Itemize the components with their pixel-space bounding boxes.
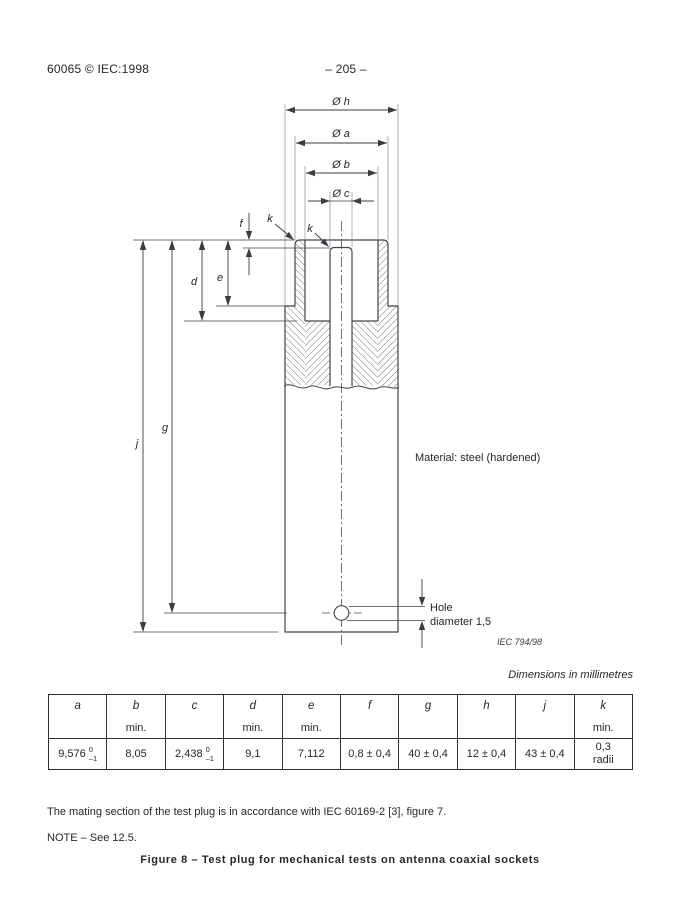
dim-label-d: d [190,276,198,288]
figure-caption: Figure 8 – Test plug for mechanical tests on antenna coaxial sockets [140,854,540,866]
col-letter: g [424,700,432,712]
hole-note-line1: Hole [430,602,453,614]
col-header-h [457,695,515,739]
col-value-j: 43 ± 0,4 [516,739,574,770]
col-qualifier [193,722,196,734]
col-header-f [340,695,398,739]
col-qualifier: min. [242,722,264,734]
col-value-g: 40 ± 0,4 [399,739,457,770]
dim-label-dia-h: Ø h [332,96,350,108]
dim-label-e: e [216,272,224,284]
col-value-f: 0,8 ± 0,4 [340,739,398,770]
dim-label-f: f [239,218,243,230]
col-letter: e [308,700,315,712]
col-qualifier: min. [592,722,614,734]
hole-note-line2: diameter 1,5 [430,616,492,628]
dim-label-j: j [135,438,139,450]
plate-reference: IEC 794/98 [497,637,543,647]
col-qualifier [543,722,546,734]
col-letter: f [368,700,372,712]
dimension-table [48,694,633,770]
col-letter: h [483,700,490,712]
dim-label-dia-a: Ø a [332,128,350,140]
col-letter: b [132,700,140,712]
dim-label-g: g [161,422,169,434]
dim-label-dia-c: Ø c [332,188,350,200]
dimensions-unit-note: Dimensions in millimetres [508,669,633,681]
dim-label-k2: k [307,223,313,235]
material-note: Material: steel (hardened) [415,452,541,464]
col-value-b: 8,05 [107,739,165,770]
see-note: NOTE – See 12.5. [47,832,137,844]
tolerance-stack: 0 –1 [205,745,214,763]
col-letter: d [249,700,257,712]
col-header-b [107,695,165,739]
col-qualifier [427,722,430,734]
col-qualifier: min. [300,722,322,734]
col-qualifier [368,722,371,734]
col-value-k: 0,3 radii [574,739,632,770]
col-value-e: 7,112 [282,739,340,770]
col-qualifier [485,722,488,734]
dim-label-k1: k [267,213,273,225]
tolerance-stack: 0 –1 [88,745,98,763]
col-value-h: 12 ± 0,4 [457,739,515,770]
center-axis-line [322,221,362,646]
col-value-a: 9,576 0 –1 [49,739,107,770]
mating-section-note: The mating section of the test plug is in accordance with IEC 60169-2 [3], figure 7. [47,806,447,818]
col-header-k [574,695,632,739]
col-header-j [516,695,574,739]
center-pin-outline [330,248,352,387]
dimension-table-value-row [49,739,633,770]
col-header-g [399,695,457,739]
document-reference: 60065 © IEC:1998 [47,62,150,76]
col-letter: a [74,700,81,712]
dim-label-dia-b: Ø b [332,159,350,171]
col-letter: k [600,700,607,712]
fixing-hole [334,606,349,621]
col-header-d [224,695,282,739]
col-letter: c [191,700,198,712]
col-value-c: 2,438 0 –1 [165,739,223,770]
col-qualifier [76,722,79,734]
col-letter: j [543,700,547,712]
col-header-a [49,695,107,739]
col-qualifier: min. [125,722,147,734]
page-number: – 205 – [325,62,367,76]
dimension-table-header-row [49,695,633,739]
col-header-c [165,695,223,739]
col-value-d: 9,1 [224,739,282,770]
col-header-e [282,695,340,739]
